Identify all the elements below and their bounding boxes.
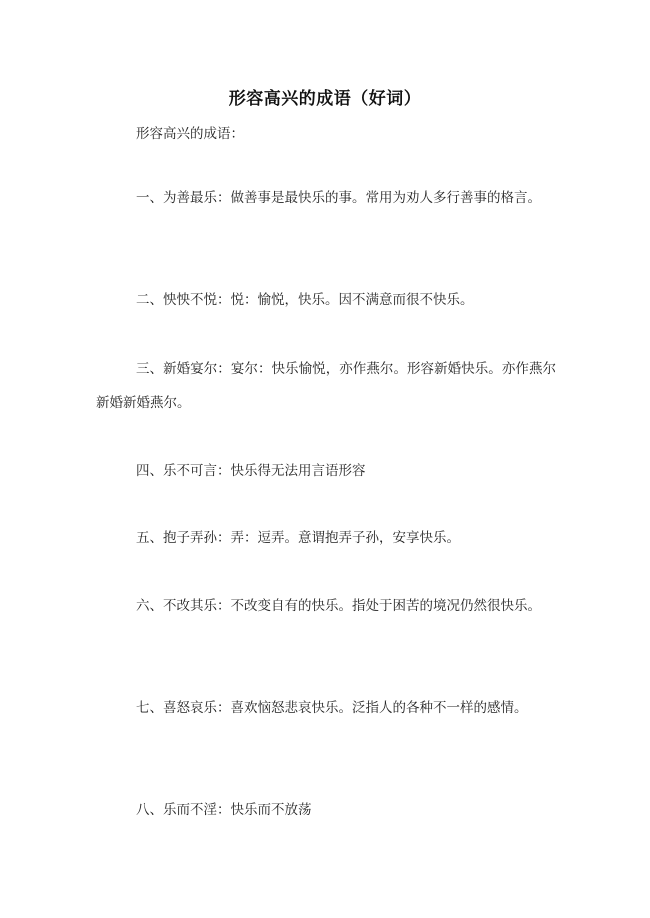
- idiom-entry-3: 三、新婚宴尔：宴尔：快乐愉悦，亦作燕尔。形容新婚快乐。亦作燕尔新婚新婚燕尔。: [96, 361, 556, 411]
- idiom-entry-6: 六、不改其乐：不改变自有的快乐。指处于困苦的境况仍然很快乐。: [136, 598, 541, 614]
- idiom-entry-4: 四、乐不可言：快乐得无法用言语形容: [136, 463, 366, 479]
- idiom-entry-8: 八、乐而不淫：快乐而不放荡: [136, 802, 312, 818]
- idiom-entry-1: 一、为善最乐：做善事是最快乐的事。常用为劝人多行善事的格言。: [136, 190, 541, 206]
- idiom-entry-2: 二、怏怏不悦：悦：愉悦，快乐。因不满意而很不快乐。: [136, 292, 474, 308]
- document-title: 形容高兴的成语（好词）: [228, 89, 422, 109]
- intro-line: 形容高兴的成语：: [136, 126, 244, 142]
- idiom-entry-5: 五、抱子弄孙：弄：逗弄。意谓抱弄子孙，安享快乐。: [136, 530, 460, 546]
- idiom-entry-7: 七、喜怒哀乐：喜欢恼怒悲哀快乐。泛指人的各种不一样的感情。: [136, 700, 528, 716]
